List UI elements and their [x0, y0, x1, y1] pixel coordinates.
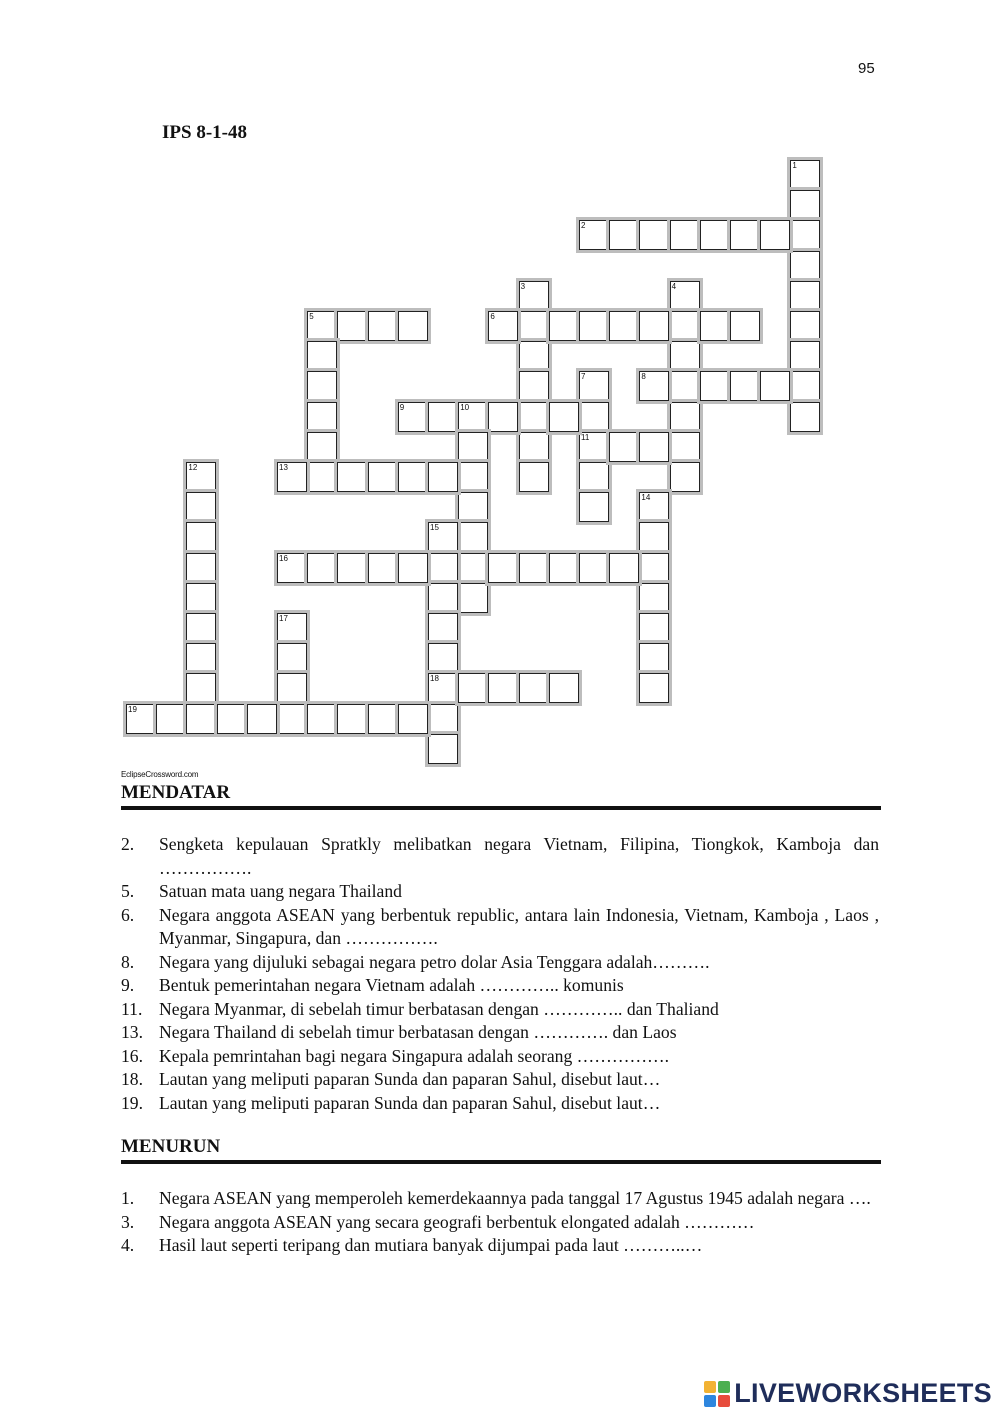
clue-item	[121, 1068, 879, 1092]
clue-number: 11	[581, 432, 590, 442]
clue-item-text: Bentuk pemerintahan negara Vietnam adalah ………….. komunis	[159, 975, 624, 995]
crossword-cell[interactable]	[790, 160, 820, 190]
clue-item	[121, 1211, 879, 1235]
crossword-cell[interactable]	[307, 432, 337, 462]
crossword-cell[interactable]	[428, 553, 458, 583]
clue-item-text: Lautan yang meliputi paparan Sunda dan paparan Sahul, disebut laut…	[159, 1092, 661, 1113]
clue-item-number: 9.	[121, 975, 135, 995]
crossword-cell[interactable]	[277, 673, 307, 703]
crossword-cell[interactable]	[428, 643, 458, 673]
crossword-cell[interactable]	[186, 643, 216, 673]
crossword-cell[interactable]	[609, 311, 639, 341]
clue-item	[121, 1045, 879, 1069]
crossword-cell[interactable]	[549, 553, 579, 583]
crossword-cell[interactable]	[458, 432, 488, 462]
crossword-cell[interactable]	[277, 643, 307, 673]
crossword-cell[interactable]	[277, 613, 307, 643]
mendatar-title: MENDATAR	[121, 782, 231, 803]
crossword-cell[interactable]	[549, 402, 579, 432]
clue-item	[121, 974, 879, 998]
crossword-cell[interactable]	[790, 311, 820, 341]
crossword-cell[interactable]	[579, 402, 609, 432]
crossword-cell[interactable]	[519, 371, 549, 401]
crossword-cell[interactable]	[790, 281, 820, 311]
crossword-cell[interactable]	[519, 673, 549, 703]
clue-number: 2	[581, 221, 586, 231]
clue-item-text: Lautan yang meliputi paparan Sunda dan paparan Sahul, disebut laut…	[159, 1069, 661, 1089]
crossword-cell[interactable]	[609, 553, 639, 583]
crossword-cell[interactable]	[670, 462, 700, 492]
crossword-cell[interactable]	[639, 553, 669, 583]
clue-number: 16	[279, 553, 288, 563]
crossword-cell[interactable]	[519, 311, 549, 341]
crossword-cell[interactable]	[458, 402, 488, 432]
crossword-cell[interactable]	[519, 553, 549, 583]
clue-number: 10	[460, 402, 470, 412]
clue-item-number: 6.	[121, 904, 135, 925]
crossword-cell[interactable]	[790, 251, 820, 281]
clue-item-number: 19.	[121, 1092, 143, 1113]
crossword-cell[interactable]	[428, 462, 458, 492]
crossword-cell[interactable]	[790, 371, 820, 401]
crossword-cell[interactable]	[307, 462, 337, 492]
clue-item-text: Negara Thailand di sebelah timur berbatasan dengan …………. dan Laos	[159, 1022, 677, 1042]
crossword-cell[interactable]	[670, 402, 700, 432]
clue-item-text: Negara anggota ASEAN yang berbentuk republic, antara lain Indonesia, Vietnam, Kamboja , Laos , Myanmar, Singapura, dan …………….	[159, 904, 879, 948]
crossword-cell[interactable]	[790, 402, 820, 432]
crossword-cell[interactable]	[519, 341, 549, 371]
crossword-cell[interactable]	[337, 462, 367, 492]
crossword-cell[interactable]	[186, 704, 216, 734]
crossword-cell[interactable]	[579, 492, 609, 522]
crossword-cell[interactable]	[670, 281, 700, 311]
crossword-cell[interactable]	[428, 613, 458, 643]
crossword-cell[interactable]	[579, 553, 609, 583]
crossword-cell[interactable]	[700, 311, 730, 341]
clue-number: 6	[490, 312, 495, 321]
clue-item-number: 3.	[121, 1211, 135, 1232]
crossword-cell[interactable]	[519, 432, 549, 462]
crossword-cell[interactable]	[398, 402, 428, 432]
crossword-cell[interactable]	[730, 220, 760, 250]
crossword-cell[interactable]	[307, 341, 337, 371]
credit-text: EclipseCrossword.com	[121, 770, 199, 779]
clue-item-text: Negara anggota ASEAN yang secara geografi berbentuk elongated adalah …………	[159, 1211, 755, 1232]
menurun-title: MENURUN	[121, 1136, 221, 1157]
crossword-cell[interactable]	[579, 462, 609, 492]
crossword-cell[interactable]	[670, 371, 700, 401]
crossword-cell[interactable]	[609, 220, 639, 250]
crossword-cell[interactable]	[458, 492, 488, 522]
clue-item-text: Negara yang dijuluki sebagai negara petro dolar Asia Tenggara adalah……….	[159, 951, 710, 972]
liveworksheets-logo-icon	[704, 1381, 730, 1407]
crossword-cell[interactable]	[307, 311, 337, 341]
crossword-cell[interactable]	[639, 613, 669, 643]
crossword-cell[interactable]	[700, 371, 730, 401]
mendatar-rule	[121, 806, 881, 810]
crossword-cell[interactable]	[368, 553, 398, 583]
clue-item-number: 4.	[121, 1235, 135, 1255]
crossword-cell[interactable]	[488, 402, 518, 432]
crossword-cell[interactable]	[458, 462, 488, 492]
clue-item-number: 13.	[121, 1022, 143, 1042]
crossword-cell[interactable]	[549, 311, 579, 341]
crossword-cell[interactable]	[186, 492, 216, 522]
brand-text: LIVEWORKSHEETS	[734, 1378, 992, 1408]
crossword-cell[interactable]	[458, 522, 488, 552]
crossword-cell[interactable]	[700, 220, 730, 250]
clue-number: 13	[279, 463, 288, 472]
clue-number: 19	[128, 704, 137, 714]
crossword-cell[interactable]	[519, 281, 549, 311]
menurun-rule	[121, 1160, 881, 1164]
crossword-cell[interactable]	[428, 673, 458, 703]
clue-item-number: 11.	[121, 998, 143, 1019]
crossword-cell[interactable]	[670, 432, 700, 462]
crossword-cell[interactable]	[488, 311, 518, 341]
crossword-cell[interactable]	[368, 704, 398, 734]
crossword-cell[interactable]	[760, 371, 790, 401]
crossword-cell[interactable]	[428, 402, 458, 432]
clue-item-text: Kepala pemrintahan bagi negara Singapura adalah seorang …………….	[159, 1045, 670, 1066]
clue-number: 3	[520, 281, 526, 291]
crossword-cell[interactable]	[307, 371, 337, 401]
crossword-cell[interactable]	[730, 371, 760, 401]
crossword-cell[interactable]	[760, 220, 790, 250]
clue-item-text: Negara ASEAN yang memperoleh kemerdekaannya pada tanggal 17 Agustus 1945 adalah negara ….	[159, 1188, 871, 1208]
crossword-cell[interactable]	[337, 553, 367, 583]
clue-item	[121, 1021, 879, 1045]
clue-number: 4	[671, 281, 677, 291]
clue-number: 15	[430, 523, 439, 533]
clue-item	[121, 951, 879, 975]
crossword-cell[interactable]	[579, 432, 609, 462]
crossword-cell[interactable]	[579, 371, 609, 401]
crossword-cell[interactable]	[488, 553, 518, 583]
logo-square-4	[718, 1395, 730, 1407]
clue-item	[121, 1234, 879, 1258]
crossword-cell[interactable]	[277, 704, 307, 734]
crossword-cell[interactable]	[247, 704, 277, 734]
crossword-cell[interactable]	[730, 311, 760, 341]
crossword-cell[interactable]	[398, 553, 428, 583]
crossword-cell[interactable]	[488, 673, 518, 703]
crossword-cell[interactable]	[368, 462, 398, 492]
crossword-cell[interactable]	[639, 643, 669, 673]
crossword-cell[interactable]	[639, 673, 669, 703]
clue-number: 18	[430, 674, 439, 684]
crossword-cell[interactable]	[186, 462, 216, 492]
crossword-cell[interactable]	[670, 311, 700, 341]
crossword-cell[interactable]	[186, 522, 216, 552]
crossword-cell[interactable]	[368, 311, 398, 341]
crossword-cell[interactable]	[337, 311, 367, 341]
clue-item	[121, 1092, 879, 1116]
crossword-cell[interactable]	[579, 311, 609, 341]
crossword-cell[interactable]	[428, 522, 458, 552]
clue-item-number: 5.	[121, 881, 135, 901]
crossword-cell[interactable]	[428, 704, 458, 734]
crossword-cell[interactable]	[458, 673, 488, 703]
crossword-cell[interactable]	[609, 432, 639, 462]
logo-square-2	[718, 1381, 730, 1393]
crossword-cell[interactable]	[186, 553, 216, 583]
crossword-cell[interactable]	[428, 734, 458, 764]
crossword-cell[interactable]	[217, 704, 247, 734]
crossword-cell[interactable]	[428, 583, 458, 613]
clue-item-number: 2.	[121, 834, 135, 854]
menurun-clue-list	[121, 1187, 879, 1258]
clue-item-number: 8.	[121, 951, 135, 972]
crossword-cell[interactable]	[670, 220, 700, 250]
clue-item	[121, 833, 879, 880]
clue-number: 7	[581, 372, 586, 382]
crossword-cell[interactable]	[307, 402, 337, 432]
crossword-cell[interactable]	[307, 704, 337, 734]
crossword-cell[interactable]	[639, 220, 669, 250]
crossword-cell[interactable]	[579, 220, 609, 250]
crossword-cell[interactable]	[186, 673, 216, 703]
crossword-cell[interactable]	[790, 190, 820, 220]
crossword-cell[interactable]	[398, 704, 428, 734]
clue-item	[121, 904, 879, 951]
clue-item-number: 18.	[121, 1069, 143, 1089]
crossword-cell[interactable]	[277, 553, 307, 583]
logo-square-1	[704, 1381, 716, 1393]
crossword-cell[interactable]	[639, 432, 669, 462]
crossword-cell[interactable]	[186, 583, 216, 613]
clue-item-text: Sengketa kepulauan Spratkly melibatkan negara Vietnam, Filipina, Tiongkok, Kamboja dan …………….	[159, 834, 879, 878]
clue-item-text: Hasil laut seperti teripang dan mutiara banyak dijumpai pada laut ………..…	[159, 1235, 703, 1255]
liveworksheets-brand	[704, 1378, 992, 1409]
crossword-cell[interactable]	[639, 492, 669, 522]
crossword-cell[interactable]	[277, 462, 307, 492]
clue-number: 9	[399, 402, 405, 412]
crossword-cell[interactable]	[549, 673, 579, 703]
crossword-cell[interactable]	[398, 311, 428, 341]
crossword-cell[interactable]	[639, 371, 669, 401]
clue-item-number: 1.	[121, 1188, 135, 1208]
crossword-cell[interactable]	[458, 553, 488, 583]
crossword-cell[interactable]	[458, 583, 488, 613]
crossword-cell[interactable]	[519, 402, 549, 432]
clue-item-number: 16.	[121, 1045, 143, 1066]
crossword-cell[interactable]	[186, 613, 216, 643]
clue-item	[121, 880, 879, 904]
clue-number: 8	[641, 372, 646, 382]
crossword-cell[interactable]	[790, 341, 820, 371]
crossword-cell[interactable]	[307, 553, 337, 583]
crossword-cell[interactable]	[639, 311, 669, 341]
crossword-cell[interactable]	[398, 462, 428, 492]
crossword-cell[interactable]	[126, 704, 156, 734]
crossword-cell[interactable]	[639, 583, 669, 613]
clue-number: 17	[279, 614, 288, 623]
crossword-cell[interactable]	[790, 220, 820, 250]
mendatar-clue-list	[121, 833, 879, 1115]
worksheet-code: IPS 8-1-48	[162, 122, 247, 143]
crossword-cell[interactable]	[156, 704, 186, 734]
crossword-cell[interactable]	[337, 704, 367, 734]
logo-square-3	[704, 1395, 716, 1407]
crossword-cell[interactable]	[670, 341, 700, 371]
clue-number: 12	[188, 463, 198, 472]
clue-number: 1	[792, 161, 797, 170]
crossword-cell[interactable]	[639, 522, 669, 552]
clue-item-text: Satuan mata uang negara Thailand	[159, 881, 402, 901]
clue-number: 5	[309, 312, 314, 321]
clue-item	[121, 998, 879, 1022]
clue-number: 14	[641, 493, 651, 503]
page-number: 95	[858, 60, 875, 77]
crossword-cell[interactable]	[519, 462, 549, 492]
clue-item	[121, 1187, 879, 1211]
clue-item-text: Negara Myanmar, di sebelah timur berbatasan dengan ………….. dan Thaliand	[159, 998, 719, 1019]
